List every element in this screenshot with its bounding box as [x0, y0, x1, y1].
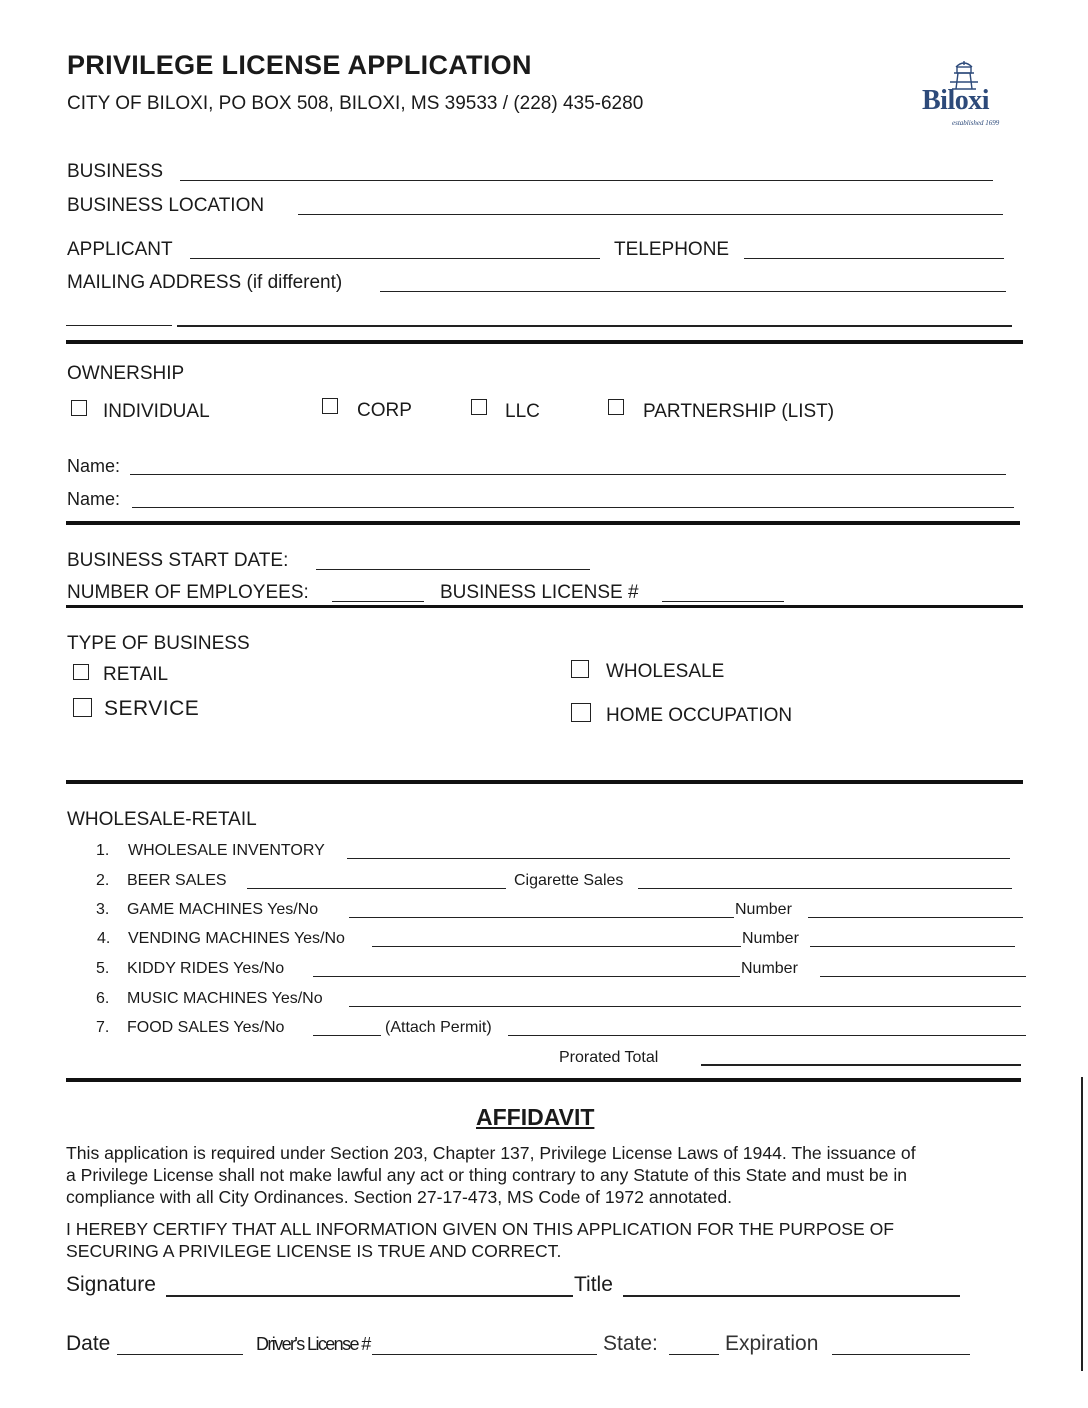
kiddy-rides-field[interactable] [313, 976, 740, 977]
partnership-checkbox[interactable] [608, 399, 624, 415]
individual-label: INDIVIDUAL [103, 401, 210, 422]
game-machines-field[interactable] [349, 917, 734, 918]
mailing-address-label: MAILING ADDRESS (if different) [67, 272, 343, 293]
margin-rule [1081, 1077, 1083, 1371]
certify-line: SECURING A PRIVILEGE LICENSE IS TRUE AND CORRECT. [66, 1241, 562, 1261]
prorated-total-label: Prorated Total [559, 1049, 659, 1066]
food-sales-field[interactable] [313, 1035, 381, 1036]
attach-permit-field[interactable] [508, 1035, 1026, 1036]
type-of-business-heading: TYPE OF BUSINESS [67, 633, 250, 654]
wholesale-checkbox[interactable] [571, 660, 589, 678]
partnership-label: PARTNERSHIP (LIST) [643, 401, 835, 422]
certify-line: I HEREBY CERTIFY THAT ALL INFORMATION GIVEN ON THIS APPLICATION FOR THE PURPOSE OF [66, 1219, 895, 1239]
llc-checkbox[interactable] [471, 399, 487, 415]
section-divider [66, 605, 1023, 608]
page-title: PRIVILEGE LICENSE APPLICATION [67, 50, 532, 80]
drivers-license-label: Driver's License # [256, 1334, 370, 1354]
state-field[interactable] [669, 1354, 719, 1355]
corp-checkbox[interactable] [322, 398, 338, 414]
license-number-field[interactable] [662, 601, 784, 602]
expiration-label: Expiration [725, 1332, 819, 1355]
logo-text: Biloxi [922, 85, 990, 116]
title-field[interactable] [623, 1295, 960, 1297]
employees-field[interactable] [332, 601, 424, 602]
logo-subtext: established 1699 [952, 119, 1000, 127]
item-number: 3. [96, 901, 110, 918]
vending-machines-number-label: Number [742, 930, 799, 947]
cigarette-sales-field[interactable] [638, 888, 1012, 889]
name-label-1: Name: [67, 456, 121, 476]
wholesale-label: WHOLESALE [606, 661, 725, 682]
date-label: Date [66, 1332, 111, 1355]
attach-permit-label: (Attach Permit) [385, 1019, 492, 1036]
employees-label: NUMBER OF EMPLOYEES: [67, 582, 309, 603]
home-occupation-checkbox[interactable] [571, 703, 591, 722]
vending-machines-label: VENDING MACHINES Yes/No [128, 930, 345, 947]
applicant-label: APPLICANT [67, 239, 173, 260]
affidavit-line: compliance with all City Ordinances. Section 27-17-473, MS Code of 1972 annotated. [66, 1187, 733, 1207]
game-machines-number-field[interactable] [808, 917, 1023, 918]
start-date-label: BUSINESS START DATE: [67, 550, 289, 571]
telephone-label: TELEPHONE [614, 239, 730, 260]
item-number: 5. [96, 960, 110, 977]
vending-machines-field[interactable] [372, 946, 741, 947]
state-label: State: [603, 1332, 658, 1355]
prorated-total-field[interactable] [701, 1064, 1021, 1066]
beer-sales-label: BEER SALES [127, 872, 227, 889]
name-field-1[interactable] [130, 474, 1006, 475]
service-label: SERVICE [104, 697, 200, 720]
music-machines-label: MUSIC MACHINES Yes/No [127, 990, 323, 1007]
city-address: CITY OF BILOXI, PO BOX 508, BILOXI, MS 39533 / (228) 435-6280 [67, 93, 644, 114]
affidavit-line: This application is required under Section 203, Chapter 137, Privilege License Laws of 1944. The issuance of [66, 1143, 916, 1163]
wholesale-inventory-label: WHOLESALE INVENTORY [128, 842, 325, 859]
food-sales-label: FOOD SALES Yes/No [127, 1019, 285, 1036]
item-number: 2. [96, 872, 110, 889]
affidavit-heading: AFFIDAVIT [476, 1104, 595, 1130]
game-machines-label: GAME MACHINES Yes/No [127, 901, 319, 918]
beer-sales-field[interactable] [247, 888, 506, 889]
biloxi-logo [918, 55, 1010, 130]
home-occupation-label: HOME OCCUPATION [606, 705, 793, 726]
cigarette-sales-label: Cigarette Sales [514, 872, 624, 889]
expiration-field[interactable] [832, 1354, 970, 1355]
business-location-label: BUSINESS LOCATION [67, 195, 265, 216]
applicant-field[interactable] [190, 258, 600, 259]
section-divider [66, 521, 1020, 525]
business-location-field[interactable] [298, 214, 1003, 215]
section-divider [66, 1078, 1021, 1082]
llc-label: LLC [505, 401, 540, 422]
service-checkbox[interactable] [73, 698, 92, 717]
section-divider [66, 340, 1023, 344]
signature-field[interactable] [166, 1295, 573, 1297]
telephone-field[interactable] [744, 258, 1004, 259]
business-label: BUSINESS [67, 161, 164, 182]
name-label-2: Name: [67, 489, 121, 509]
item-number: 4. [97, 930, 111, 947]
affidavit-line: a Privilege License shall not make lawful any act or thing contrary to any Statute of this State and must be in [66, 1165, 908, 1185]
item-number: 6. [96, 990, 110, 1007]
item-number: 7. [96, 1019, 110, 1036]
title-label: Title [574, 1273, 613, 1296]
wholesale-retail-heading: WHOLESALE-RETAIL [67, 809, 257, 830]
wholesale-inventory-field[interactable] [347, 858, 1010, 859]
ownership-heading: OWNERSHIP [67, 363, 185, 384]
retail-label: RETAIL [103, 664, 169, 685]
vending-machines-number-field[interactable] [810, 946, 1015, 947]
corp-label: CORP [357, 400, 412, 421]
kiddy-rides-label: KIDDY RIDES Yes/No [127, 960, 285, 977]
mailing-address-field-2b[interactable] [177, 325, 1012, 327]
music-machines-field[interactable] [349, 1006, 1021, 1007]
mailing-address-field-2a[interactable] [66, 325, 172, 326]
game-machines-number-label: Number [735, 901, 792, 918]
name-field-2[interactable] [132, 507, 1014, 508]
kiddy-rides-number-field[interactable] [820, 976, 1026, 977]
license-number-label: BUSINESS LICENSE # [440, 582, 639, 603]
section-divider [66, 780, 1023, 784]
signature-label: Signature [66, 1273, 156, 1296]
mailing-address-field[interactable] [380, 291, 1006, 292]
date-field[interactable] [117, 1354, 243, 1355]
retail-checkbox[interactable] [73, 664, 89, 680]
item-number: 1. [96, 842, 110, 859]
drivers-license-field[interactable] [372, 1354, 597, 1355]
individual-checkbox[interactable] [71, 400, 87, 416]
kiddy-rides-number-label: Number [741, 960, 798, 977]
business-field[interactable] [180, 180, 993, 181]
start-date-field[interactable] [316, 569, 590, 570]
